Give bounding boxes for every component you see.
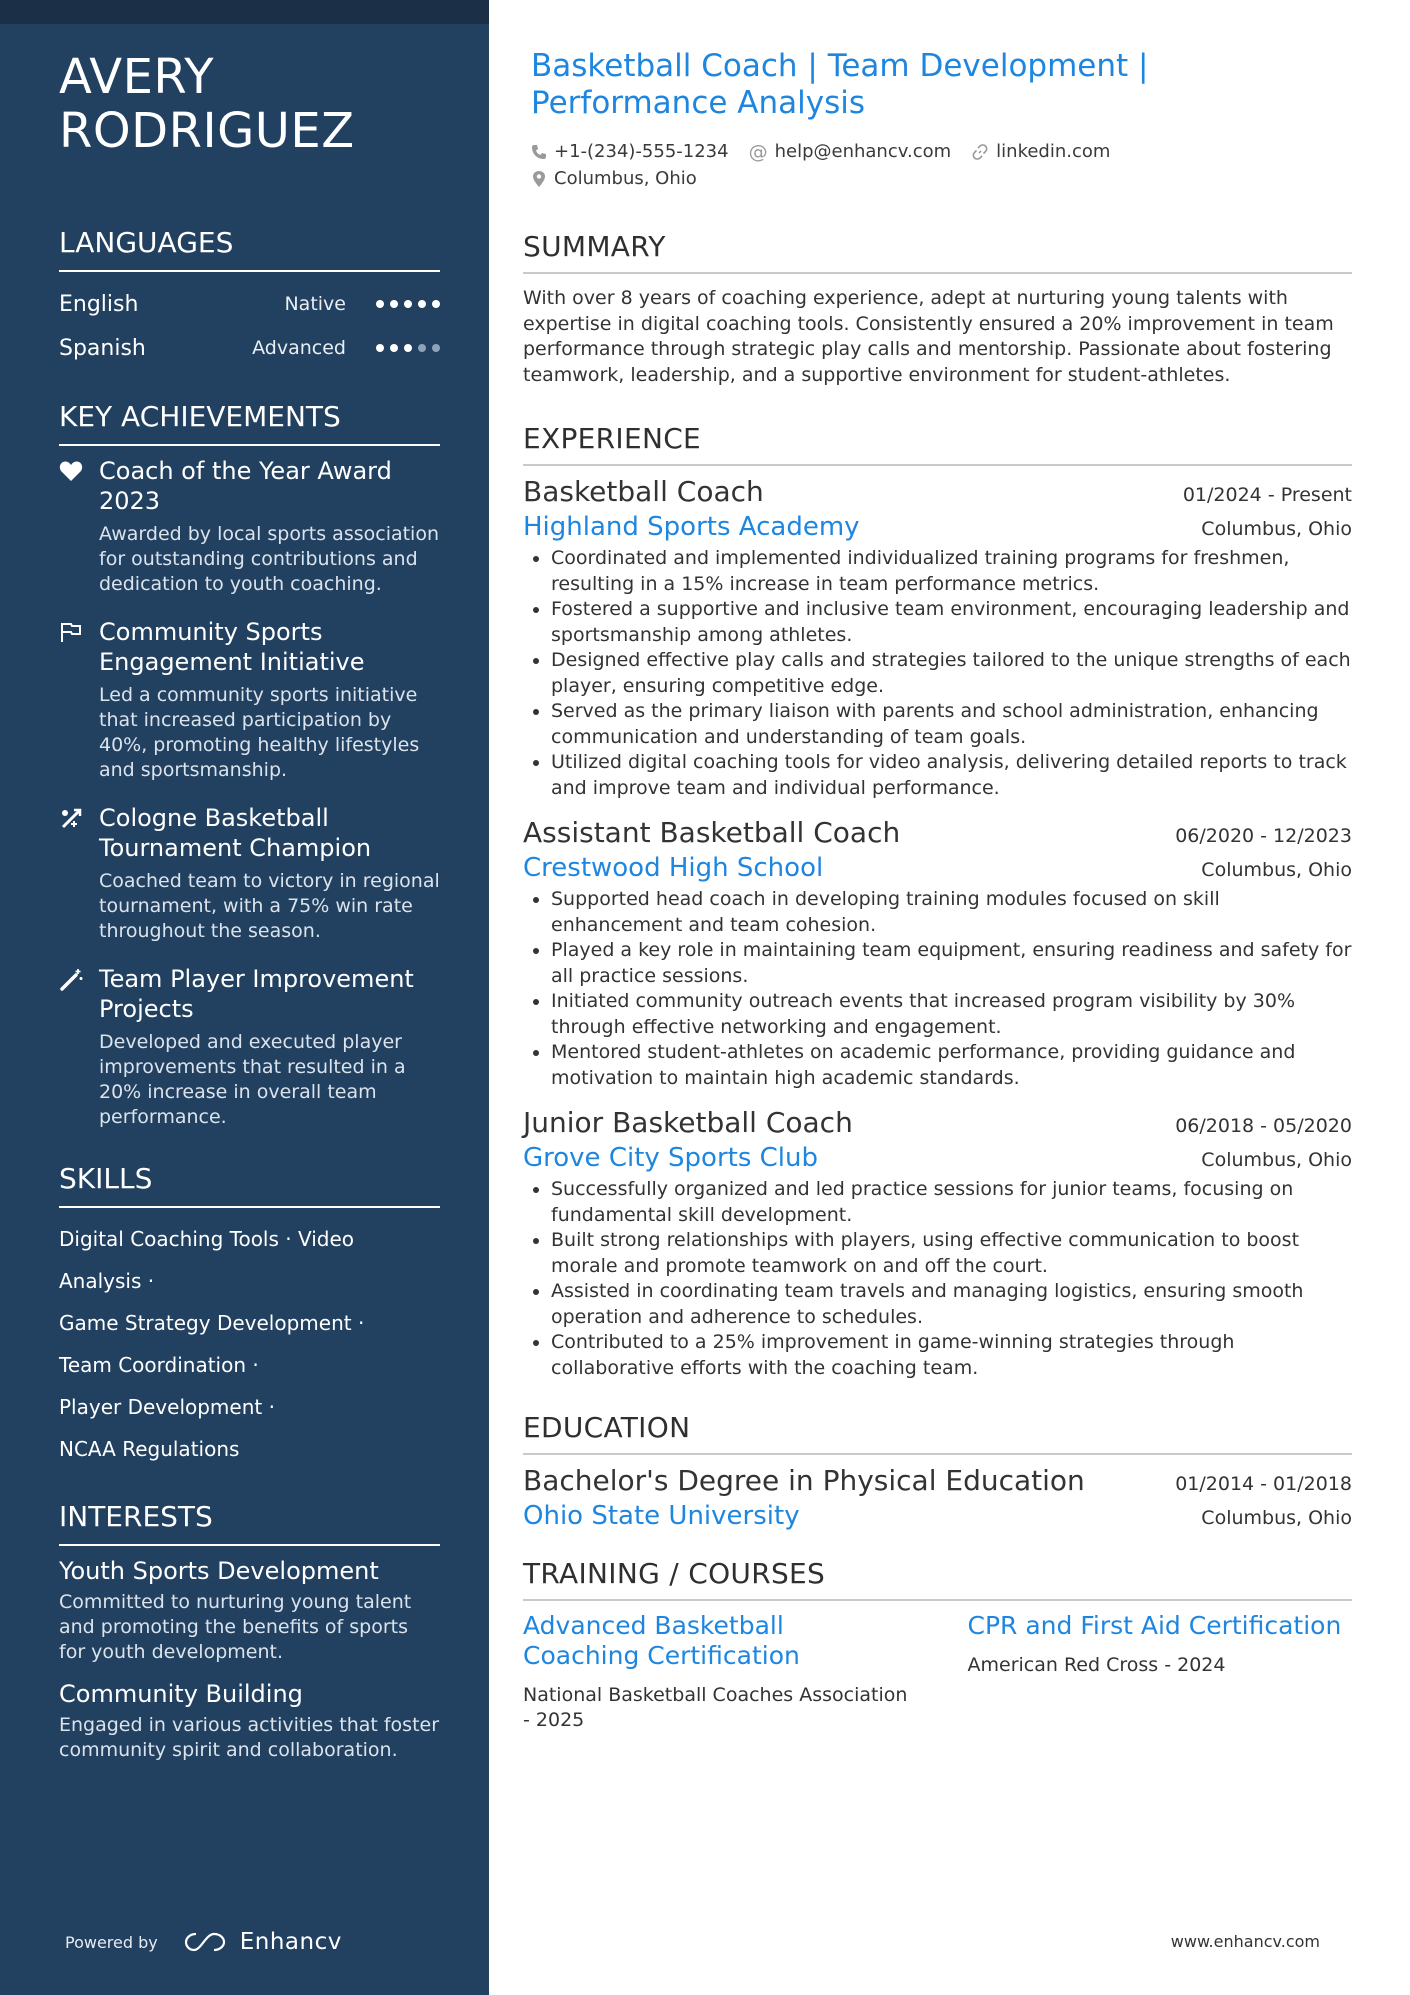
bullet-item: • Mentored student-athletes on academic performance, providing guidance and motivation to maintain high academic standards. [551, 1040, 1352, 1091]
experience-heading: EXPERIENCE [523, 422, 1352, 466]
language-name: Spanish [59, 335, 146, 361]
rating-dot [432, 344, 440, 352]
skill-item: Video Analysis · [59, 1227, 355, 1293]
achievement-desc: Awarded by local sports association for outstanding contributions and dedication to youth coaching. [99, 523, 440, 595]
job-location: Columbus, Ohio [1201, 859, 1352, 881]
interests-heading: INTERESTS [59, 1500, 440, 1546]
bullet-item: • Fostered a supportive and inclusive team environment, encouraging leadership and sportsmanship among athletes. [551, 597, 1352, 648]
course-desc: National Basketball Coaches Association - 2025 [523, 1684, 908, 1731]
course-desc: American Red Cross - 2024 [967, 1654, 1226, 1676]
achievement-item [59, 964, 440, 1130]
rating-dot [390, 300, 398, 308]
bullet-item: • Assisted in coordinating team travels and managing logistics, ensuring smooth operation and adherence to schedules. [551, 1279, 1352, 1330]
course-item [523, 1611, 908, 1733]
location-pin-icon [531, 170, 547, 188]
achievement-item [59, 803, 440, 944]
job-date: 01/2024 - Present [1182, 484, 1352, 506]
bullet-item: • Contributed to a 25% improvement in game-winning strategies through collaborative efforts with the coaching team. [551, 1330, 1352, 1381]
language-level: Native [284, 293, 346, 315]
training-list [523, 1611, 1352, 1733]
rating-dot [432, 300, 440, 308]
email-text: help@enhancv.com [774, 141, 952, 162]
education-location: Columbus, Ohio [1201, 1507, 1352, 1529]
interest-item [59, 1679, 440, 1763]
powered-by [65, 1929, 342, 1955]
website-link[interactable]: www.enhancv.com [1170, 1932, 1320, 1951]
job-bullets [523, 546, 1352, 801]
language-rating [376, 344, 440, 352]
language-item [59, 326, 440, 370]
interest-desc: Engaged in various activities that foster community spirit and collaboration. [59, 1714, 440, 1761]
achievement-title: Community Sports Engagement Initiative [99, 618, 365, 676]
skills-list [59, 1218, 440, 1470]
bullet-item: • Built strong relationships with players, using effective communication to boost morale and promote teamwork on and off the court. [551, 1228, 1352, 1279]
bullet-item: • Coordinated and implemented individualized training programs for freshmen, resulting in a 15% increase in team performance metrics. [551, 546, 1352, 597]
achievement-desc: Developed and executed player improvements that resulted in a 20% increase in overall team performance. [99, 1031, 406, 1128]
skill-item: Team Coordination · [59, 1353, 259, 1377]
skill-item: Game Strategy Development · [59, 1311, 365, 1335]
language-level: Advanced [252, 337, 346, 359]
trophy-icon [59, 803, 99, 944]
job-title: Junior Basketball Coach [523, 1106, 853, 1139]
contact-location [531, 168, 697, 189]
contact-info [531, 138, 1352, 192]
language-name: English [59, 291, 139, 317]
phone-text: +1-(234)-555-1234 [554, 141, 729, 162]
interest-title: Community Building [59, 1680, 303, 1708]
summary-text: With over 8 years of coaching experience, adept at nurturing young talents with expertise in digital coaching tools. Consistently ensured a 20% improvement in team performance through strategic play calls and mentorship. Passionate about fostering teamwork, leadership, and a supportive environment for student-athletes. [523, 287, 1334, 386]
heart-icon [59, 456, 99, 597]
headline: Basketball Coach | Team Development | Performance Analysis [531, 48, 1149, 121]
education-heading: EDUCATION [523, 1411, 1352, 1455]
job-location: Columbus, Ohio [1201, 1149, 1352, 1171]
rating-dot [404, 344, 412, 352]
bullet-item: • Supported head coach in developing training modules focused on skill enhancement and team cohesion. [551, 887, 1352, 938]
job-company: Highland Sports Academy [523, 512, 860, 542]
education-date: 01/2014 - 01/2018 [1175, 1473, 1352, 1495]
rating-dot [404, 300, 412, 308]
interest-item [59, 1556, 440, 1665]
phone-icon [531, 144, 547, 160]
sidebar [0, 0, 489, 1995]
achievements-list [59, 456, 440, 1130]
achievement-title: Team Player Improvement Projects [99, 965, 414, 1023]
interest-title: Youth Sports Development [59, 1557, 379, 1585]
training-heading: TRAINING / COURSES [523, 1557, 1352, 1601]
at-icon: @ [748, 140, 768, 163]
achievement-item [59, 617, 440, 783]
language-rating [376, 300, 440, 308]
skill-item: Player Development · [59, 1395, 275, 1419]
bullet-item: • Designed effective play calls and strategies tailored to the unique strengths of each player, ensuring competitive edge. [551, 648, 1352, 699]
contact-linkedin[interactable] [971, 141, 1110, 162]
languages-heading: LANGUAGES [59, 226, 440, 272]
course-title: CPR and First Aid Certification [967, 1611, 1342, 1640]
experience-item [523, 815, 1352, 1091]
achievements-heading: KEY ACHIEVEMENTS [59, 400, 440, 446]
achievement-desc: Coached team to victory in regional tournament, with a 75% win rate throughout the season. [99, 870, 440, 942]
location-text: Columbus, Ohio [554, 168, 697, 189]
job-title: Assistant Basketball Coach [523, 816, 901, 849]
bullet-item: • Served as the primary liaison with parents and school administration, enhancing communication and understanding of team goals. [551, 699, 1352, 750]
summary-heading: SUMMARY [523, 230, 1352, 274]
interest-desc: Committed to nurturing young talent and promoting the benefits of sports for youth development. [59, 1591, 412, 1663]
rating-dot [376, 300, 384, 308]
link-icon [971, 143, 989, 161]
school: Ohio State University [523, 1501, 800, 1531]
education-item [523, 1463, 1352, 1533]
job-title: Basketball Coach [523, 475, 764, 508]
achievement-item [59, 456, 440, 597]
job-date: 06/2020 - 12/2023 [1175, 825, 1352, 847]
flag-icon [59, 617, 99, 783]
job-company: Crestwood High School [523, 853, 824, 883]
achievement-desc: Led a community sports initiative that increased participation by 40%, promoting healthy lifestyles and sportsmanship. [99, 684, 420, 781]
bullet-item: • Successfully organized and led practice sessions for junior teams, focusing on fundamental skill development. [551, 1177, 1352, 1228]
languages-list [59, 282, 440, 370]
job-company: Grove City Sports Club [523, 1143, 819, 1173]
job-bullets [523, 1177, 1352, 1381]
job-bullets [523, 887, 1352, 1091]
contact-email[interactable] [749, 141, 952, 163]
skills-heading: SKILLS [59, 1162, 440, 1208]
interests-list [59, 1556, 440, 1763]
language-item [59, 282, 440, 326]
bullet-item: • Played a key role in maintaining team equipment, ensuring readiness and safety for all practice sessions. [551, 938, 1352, 989]
bullet-item: • Initiated community outreach events that increased program visibility by 30% through effective networking and engagement. [551, 989, 1352, 1040]
enhancv-logo-icon [184, 1931, 230, 1953]
achievement-title: Coach of the Year Award 2023 [99, 457, 392, 515]
skill-item: NCAA Regulations [59, 1437, 240, 1461]
brand-name: Enhancv [239, 1929, 342, 1955]
bullet-item: • Utilized digital coaching tools for video analysis, delivering detailed reports to track and improve team and individual performance. [551, 750, 1352, 801]
skill-item: Digital Coaching Tools · [59, 1227, 292, 1251]
experience-item [523, 1105, 1352, 1381]
degree: Bachelor's Degree in Physical Education [523, 1464, 1085, 1497]
powered-by-label: Powered by [65, 1932, 158, 1952]
wand-icon [59, 964, 99, 1130]
achievement-title: Cologne Basketball Tournament Champion [99, 804, 372, 862]
contact-phone[interactable] [531, 141, 729, 162]
linkedin-text: linkedin.com [996, 141, 1111, 162]
course-item [968, 1611, 1353, 1733]
course-title: Advanced Basketball Coaching Certification [523, 1611, 800, 1670]
sidebar-top-bar [0, 0, 489, 24]
rating-dot [390, 344, 398, 352]
rating-dot [418, 300, 426, 308]
brand-logo[interactable] [184, 1929, 342, 1955]
rating-dot [376, 344, 384, 352]
experience-item [523, 474, 1352, 801]
main-content [489, 0, 1410, 1995]
job-location: Columbus, Ohio [1201, 518, 1352, 540]
candidate-name: AVERY RODRIGUEZ [59, 49, 355, 159]
rating-dot [418, 344, 426, 352]
job-date: 06/2018 - 05/2020 [1175, 1115, 1352, 1137]
